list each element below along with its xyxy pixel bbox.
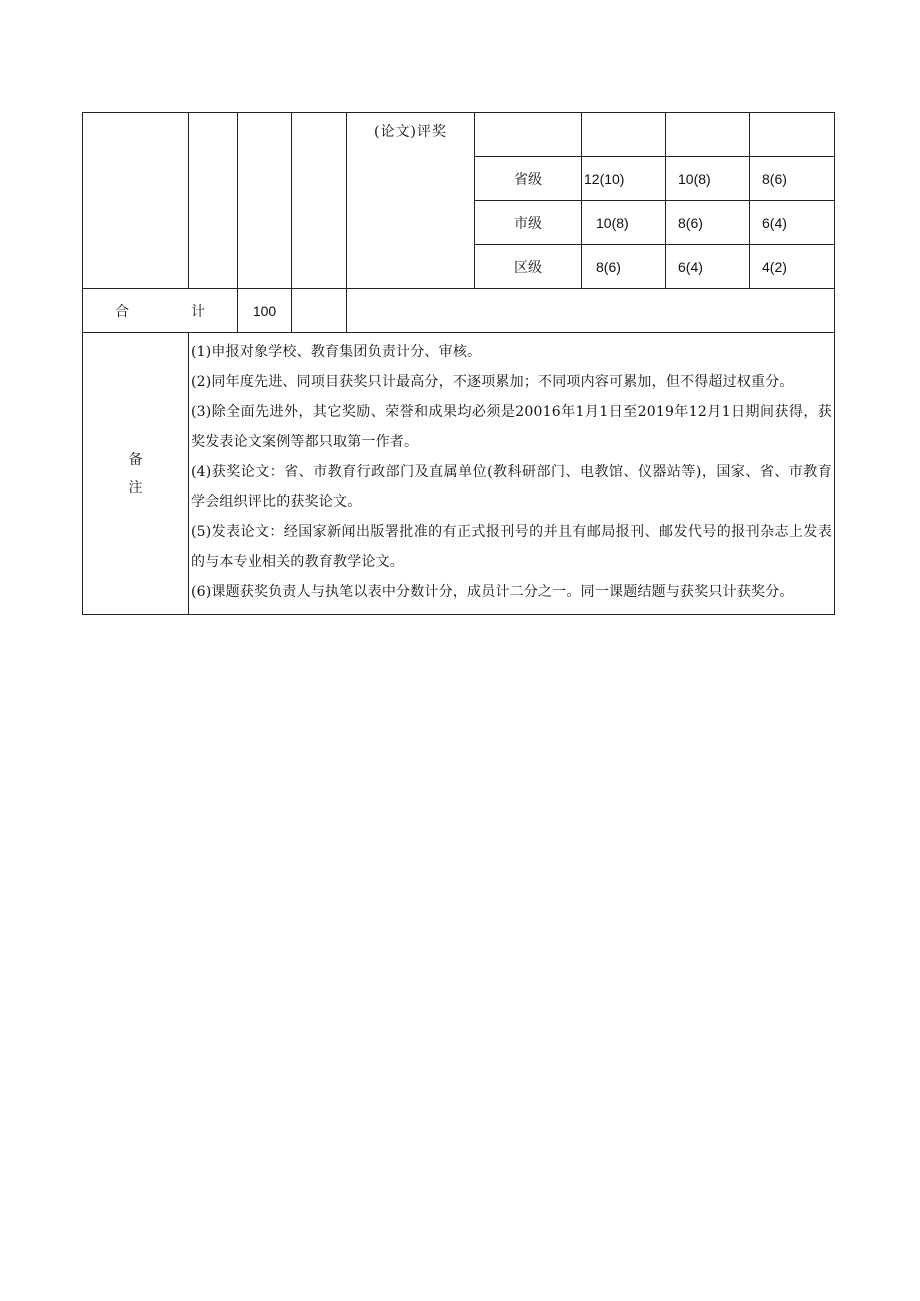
total-row	[83, 289, 835, 333]
remarks-label	[83, 333, 189, 615]
level-cell: 市级	[475, 201, 582, 245]
score-cell: 4(2)	[750, 245, 835, 289]
empty-cell	[189, 113, 238, 289]
score-cell: 6(4)	[666, 245, 750, 289]
total-value: 100	[238, 289, 292, 333]
note-item: (2)同年度先进、同项目获奖只计最高分，不逐项累加；不同项内容可累加，但不得超过权重分。	[191, 374, 794, 390]
empty-cell	[475, 113, 582, 157]
score-cell: 8(6)	[582, 245, 666, 289]
level-cell: 区级	[475, 245, 582, 289]
score-cell: 8(6)	[750, 157, 835, 201]
total-label-right: 计	[191, 303, 205, 320]
empty-cell	[347, 289, 835, 333]
score-cell: 12(10)	[582, 157, 666, 201]
total-label	[83, 289, 238, 333]
note-item: (4)获奖论文：省、市教育行政部门及直属单位(教科研部门、电教馆、仪器站等)，国家、省、市教育学会组织评比的获奖论文。	[191, 464, 832, 510]
score-cell: 10(8)	[582, 201, 666, 245]
score-cell: 8(6)	[666, 201, 750, 245]
remarks-row	[83, 333, 835, 615]
empty-cell	[750, 113, 835, 157]
remarks-label-char: 备	[128, 451, 143, 468]
level-cell: 省级	[475, 157, 582, 201]
score-cell: 6(4)	[750, 201, 835, 245]
remarks-label-char: 注	[128, 479, 143, 496]
empty-cell	[238, 113, 292, 289]
scoring-table	[82, 112, 835, 615]
empty-cell	[582, 113, 666, 157]
score-cell: 10(8)	[666, 157, 750, 201]
remarks-notes	[189, 333, 835, 615]
empty-cell	[292, 289, 347, 333]
table-row	[83, 113, 835, 157]
total-label-left: 合	[115, 303, 129, 320]
note-item: (1)申报对象学校、教育集团负责计分、审核。	[191, 344, 482, 360]
note-item: (3)除全面先进外，其它奖励、荣誉和成果均必须是20016年1月1日至2019年12月1日期间获得，获奖发表论文案例等都只取第一作者。	[191, 404, 832, 450]
empty-cell	[83, 113, 189, 289]
note-item: (6)课题获奖负责人与执笔以表中分数计分，成员计二分之一。同一课题结题与获奖只计获奖分。	[191, 584, 794, 600]
category-label: (论文)评奖	[347, 113, 475, 289]
empty-cell	[292, 113, 347, 289]
note-item: (5)发表论文：经国家新闻出版署批准的有正式报刊号的并且有邮局报刊、邮发代号的报刊杂志上发表的与本专业相关的教育教学论文。	[191, 524, 832, 570]
empty-cell	[666, 113, 750, 157]
